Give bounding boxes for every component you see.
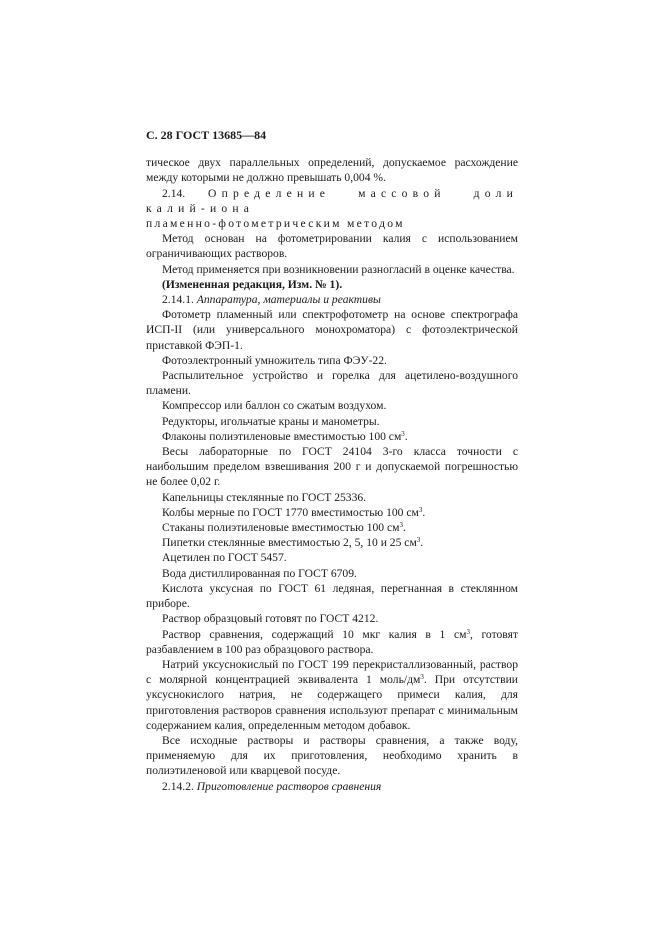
superscript: 3 bbox=[418, 505, 423, 514]
item-text: Раствор сравнения, содержащий 10 мкг калия в 1 см bbox=[162, 627, 467, 641]
section-2-14-1-heading bbox=[146, 292, 518, 307]
section-title: Приготовление растворов сравнения bbox=[196, 779, 382, 793]
item-text: Пипетки стеклянные вместимостью 2, 5, 10 и 25 см bbox=[162, 536, 417, 550]
document-page bbox=[146, 128, 518, 794]
equipment-item bbox=[146, 657, 518, 733]
equipment-item: Раствор образцовый готовят по ГОСТ 4212. bbox=[162, 612, 379, 626]
equipment-item: Капельницы стеклянные по ГОСТ 25336. bbox=[162, 490, 367, 504]
equipment-item: Распылительное устройство и горелка для ацетилено-воздушного пламени. bbox=[146, 369, 518, 398]
equipment-item: Вода дистиллированная по ГОСТ 6709. bbox=[162, 566, 357, 580]
equipment-item bbox=[146, 429, 518, 444]
equipment-item: Кислота уксусная по ГОСТ 61 ледяная, перегнанная в стеклянном приборе. bbox=[146, 581, 518, 611]
section-number: 2.14. bbox=[162, 186, 209, 200]
superscript: 3 bbox=[416, 536, 421, 545]
equipment-item: Весы лабораторные по ГОСТ 24104 3-го класса точности с наибольшим пределом взвешивания 200 г и допускаемой погрешностью не более 0,02 г. bbox=[146, 445, 518, 489]
section-2-14-heading bbox=[146, 186, 518, 232]
superscript: 3 bbox=[466, 627, 470, 636]
storage-note: Все исходные растворы и растворы сравнения, а также воду, применяемую для их приготовления, необходимо хранить в полиэтиленовой или кварцевой посуде. bbox=[146, 733, 518, 778]
equipment-item: Фотометр пламенный или спектрофотометр на основе спектрографа ИСП-II (или универсального монохроматора) с фотоэлектрической приставкой ФЭП-1. bbox=[146, 308, 518, 352]
item-text: Колбы мерные по ГОСТ 1770 вместимостью 100 см bbox=[162, 505, 419, 519]
section-number: 2.14.2. bbox=[162, 779, 197, 793]
section-number: 2.14.1. bbox=[162, 293, 197, 307]
period: . bbox=[402, 521, 406, 535]
page-header: С. 28 ГОСТ 13685—84 bbox=[146, 128, 267, 142]
equipment-item bbox=[146, 505, 518, 520]
superscript: 3 bbox=[420, 673, 424, 682]
equipment-item bbox=[146, 535, 518, 550]
item-text-cont: . При отсутствии уксуснокислого натрия, не содержащего примеси калия, для приготовления растворов сравнения используют препарат с минимальным содержанием калия, определенным методом добавок. bbox=[146, 673, 519, 732]
equipment-item: Фотоэлектронный умножитель типа ФЭУ-22. bbox=[162, 353, 387, 367]
equipment-item bbox=[146, 520, 518, 535]
superscript: 3 bbox=[401, 429, 405, 438]
section-2-14-2-heading bbox=[146, 779, 518, 794]
equipment-item bbox=[146, 627, 518, 657]
equipment-item: Ацетилен по ГОСТ 5457. bbox=[162, 551, 287, 565]
equipment-item: Компрессор или баллон со сжатым воздухом. bbox=[162, 399, 387, 413]
paragraph-continuation: тическое двух параллельных определений, допускаемое расхождение между которыми не должно превышать 0,004 %. bbox=[146, 156, 518, 185]
item-text: Натрий уксуснокислый по ГОСТ 199 перекристаллизованный, раствор с молярной концентрацией эквивалента 1 моль/дм bbox=[146, 657, 518, 687]
period: . bbox=[420, 536, 424, 550]
period: . bbox=[404, 429, 408, 443]
section-title-line2: пламенно-фотометрическим методом bbox=[146, 217, 405, 231]
period: . bbox=[422, 505, 426, 519]
method-usage: Метод применяется при возникновении разногласий в оценке качества. bbox=[162, 262, 515, 276]
section-title: Аппаратура, материалы и реактивы bbox=[196, 293, 381, 307]
item-text-cont: , готовят разбавлением в 100 раз образцового раствора. bbox=[146, 627, 519, 656]
item-text: Стаканы полиэтиленовые вместимостью 100 см bbox=[162, 521, 400, 535]
item-text: Флаконы полиэтиленовые вместимостью 100 см bbox=[162, 429, 402, 443]
superscript: 3 bbox=[399, 521, 403, 530]
equipment-item: Редукторы, игольчатые краны и манометры. bbox=[162, 414, 380, 428]
method-description: Метод основан на фотометрировании калия с использованием ограничивающих растворов. bbox=[146, 232, 518, 261]
section-title-line1: Определение массовой доли калий-иона bbox=[146, 186, 518, 215]
amendment-note: (Измененная редакция, Изм. № 1). bbox=[162, 277, 343, 291]
